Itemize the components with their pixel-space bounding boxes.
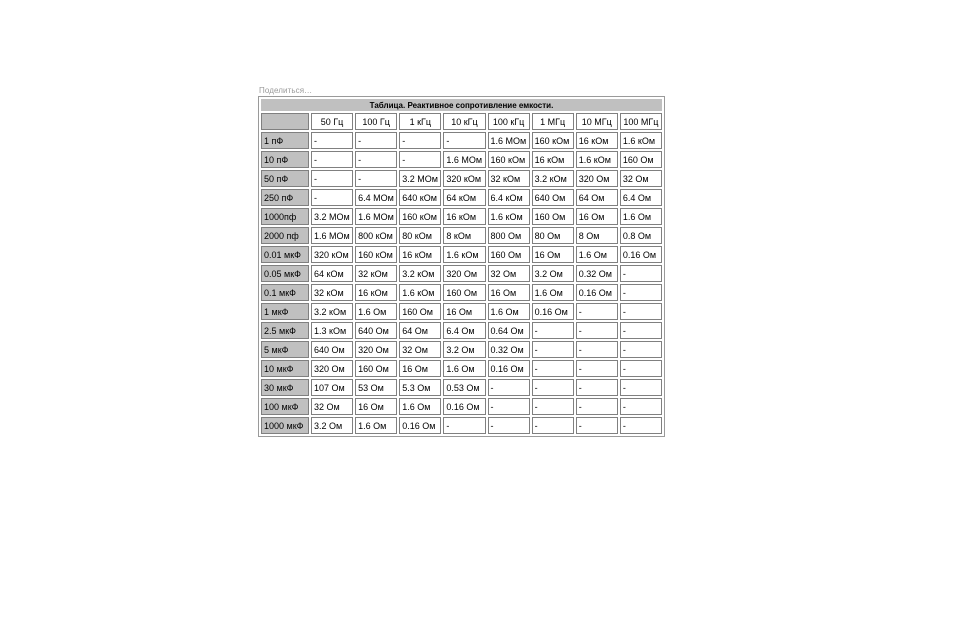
table-row bbox=[261, 265, 662, 282]
row-header: 100 мкФ bbox=[261, 398, 309, 415]
table-cell: 0.64 Ом bbox=[488, 322, 530, 339]
table-cell: 32 Ом bbox=[311, 398, 353, 415]
table-cell: 16 Ом bbox=[443, 303, 485, 320]
table-cell: 1.6 Ом bbox=[443, 360, 485, 377]
table-cell: - bbox=[399, 132, 441, 149]
table-row bbox=[261, 170, 662, 187]
table-body bbox=[261, 132, 662, 434]
table-cell: 160 Ом bbox=[355, 360, 397, 377]
table-cell: 1.6 МОм bbox=[443, 151, 485, 168]
table-cell: - bbox=[355, 151, 397, 168]
table-cell: 0.53 Ом bbox=[443, 379, 485, 396]
table-cell: 32 кОм bbox=[311, 284, 353, 301]
table-cell: 1.6 кОм bbox=[488, 208, 530, 225]
table-row bbox=[261, 132, 662, 149]
table-cell: - bbox=[576, 322, 618, 339]
table-cell: 16 кОм bbox=[576, 132, 618, 149]
table-cell: 160 Ом bbox=[399, 303, 441, 320]
table-cell: 16 Ом bbox=[399, 360, 441, 377]
table-cell: - bbox=[311, 151, 353, 168]
table-cell: - bbox=[532, 417, 574, 434]
row-header: 250 пФ bbox=[261, 189, 309, 206]
table-cell: 6.4 Ом bbox=[620, 189, 662, 206]
table-cell: 160 Ом bbox=[488, 246, 530, 263]
table-cell: 1.6 МОм bbox=[488, 132, 530, 149]
table-cell: 160 кОм bbox=[399, 208, 441, 225]
table-row bbox=[261, 322, 662, 339]
table-cell: 1.6 Ом bbox=[620, 208, 662, 225]
table-cell: 64 Ом bbox=[399, 322, 441, 339]
table-cell: - bbox=[620, 303, 662, 320]
table-cell: 64 Ом bbox=[576, 189, 618, 206]
column-header: 50 Гц bbox=[311, 113, 353, 130]
table-row bbox=[261, 417, 662, 434]
table-cell: 1.6 Ом bbox=[355, 303, 397, 320]
table-row bbox=[261, 379, 662, 396]
table-cell: 3.2 МОм bbox=[399, 170, 441, 187]
table-cell: 16 Ом bbox=[355, 398, 397, 415]
table-cell: 3.2 кОм bbox=[311, 303, 353, 320]
table-cell: - bbox=[576, 417, 618, 434]
column-header: 100 Гц bbox=[355, 113, 397, 130]
table-cell: 3.2 кОм bbox=[399, 265, 441, 282]
table-row bbox=[261, 189, 662, 206]
table-cell: - bbox=[620, 398, 662, 415]
table-row bbox=[261, 284, 662, 301]
table-cell: - bbox=[311, 170, 353, 187]
reactance-table-container bbox=[258, 96, 665, 437]
table-row bbox=[261, 360, 662, 377]
table-cell: 1.6 Ом bbox=[355, 417, 397, 434]
table-cell: 3.2 Ом bbox=[311, 417, 353, 434]
row-header: 1 мкФ bbox=[261, 303, 309, 320]
table-cell: 6.4 кОм bbox=[488, 189, 530, 206]
table-cell: 0.16 Ом bbox=[443, 398, 485, 415]
table-cell: 3.2 МОм bbox=[311, 208, 353, 225]
column-header: 1 МГц bbox=[532, 113, 574, 130]
reactance-table bbox=[259, 97, 664, 436]
table-cell: - bbox=[532, 322, 574, 339]
table-cell: 6.4 МОм bbox=[355, 189, 397, 206]
table-cell: - bbox=[576, 303, 618, 320]
table-cell: 1.6 МОм bbox=[355, 208, 397, 225]
row-header: 10 пФ bbox=[261, 151, 309, 168]
table-cell: 1.6 Ом bbox=[399, 398, 441, 415]
table-cell: 160 кОм bbox=[532, 132, 574, 149]
table-cell: 1.6 кОм bbox=[620, 132, 662, 149]
table-cell: 16 кОм bbox=[443, 208, 485, 225]
table-cell: 320 Ом bbox=[443, 265, 485, 282]
table-cell: 320 Ом bbox=[355, 341, 397, 358]
row-header: 1 пФ bbox=[261, 132, 309, 149]
table-cell: - bbox=[488, 417, 530, 434]
table-cell: 5.3 Ом bbox=[399, 379, 441, 396]
table-cell: 16 кОм bbox=[532, 151, 574, 168]
table-cell: 0.16 Ом bbox=[576, 284, 618, 301]
table-cell: 3.2 кОм bbox=[532, 170, 574, 187]
table-cell: 1.6 Ом bbox=[576, 246, 618, 263]
table-cell: - bbox=[576, 398, 618, 415]
table-cell: - bbox=[311, 132, 353, 149]
table-cell: - bbox=[620, 417, 662, 434]
table-cell: 1.6 Ом bbox=[532, 284, 574, 301]
row-header: 10 мкФ bbox=[261, 360, 309, 377]
table-cell: 160 кОм bbox=[355, 246, 397, 263]
row-header: 50 пФ bbox=[261, 170, 309, 187]
column-header: 100 кГц bbox=[488, 113, 530, 130]
row-header: 0.1 мкФ bbox=[261, 284, 309, 301]
table-cell: - bbox=[532, 379, 574, 396]
table-row bbox=[261, 227, 662, 244]
table-cell: 64 кОм bbox=[311, 265, 353, 282]
table-cell: 1.6 кОм bbox=[576, 151, 618, 168]
table-row bbox=[261, 303, 662, 320]
table-cell: 6.4 Ом bbox=[443, 322, 485, 339]
table-cell: - bbox=[620, 284, 662, 301]
table-cell: 0.16 Ом bbox=[488, 360, 530, 377]
row-header: 1000пф bbox=[261, 208, 309, 225]
table-cell: 16 кОм bbox=[399, 246, 441, 263]
column-header: 10 кГц bbox=[443, 113, 485, 130]
table-cell: 1.6 кОм bbox=[399, 284, 441, 301]
table-cell: 32 кОм bbox=[488, 170, 530, 187]
table-cell: 160 кОм bbox=[488, 151, 530, 168]
table-cell: - bbox=[532, 398, 574, 415]
table-cell: 640 Ом bbox=[311, 341, 353, 358]
row-header: 0.05 мкФ bbox=[261, 265, 309, 282]
row-header: 2000 пф bbox=[261, 227, 309, 244]
table-cell: - bbox=[576, 360, 618, 377]
table-row bbox=[261, 151, 662, 168]
table-cell: 160 Ом bbox=[443, 284, 485, 301]
table-cell: - bbox=[311, 189, 353, 206]
table-cell: 16 Ом bbox=[532, 246, 574, 263]
table-cell: 640 кОм bbox=[399, 189, 441, 206]
table-cell: - bbox=[399, 151, 441, 168]
table-cell: 160 Ом bbox=[532, 208, 574, 225]
table-cell: - bbox=[355, 170, 397, 187]
table-cell: - bbox=[443, 417, 485, 434]
table-cell: - bbox=[355, 132, 397, 149]
table-row bbox=[261, 341, 662, 358]
table-cell: 800 кОм bbox=[355, 227, 397, 244]
row-header: 0.01 мкФ bbox=[261, 246, 309, 263]
table-cell: 8 Ом bbox=[576, 227, 618, 244]
table-cell: 32 Ом bbox=[399, 341, 441, 358]
table-cell: 1.6 МОм bbox=[311, 227, 353, 244]
table-cell: 8 кОм bbox=[443, 227, 485, 244]
table-cell: 160 Ом bbox=[620, 151, 662, 168]
table-cell: 16 Ом bbox=[488, 284, 530, 301]
table-cell: 320 кОм bbox=[443, 170, 485, 187]
table-cell: 3.2 Ом bbox=[532, 265, 574, 282]
table-cell: - bbox=[488, 379, 530, 396]
row-header: 2.5 мкФ bbox=[261, 322, 309, 339]
table-cell: 16 кОм bbox=[355, 284, 397, 301]
table-row bbox=[261, 208, 662, 225]
table-cell: 53 Ом bbox=[355, 379, 397, 396]
table-cell: - bbox=[532, 360, 574, 377]
table-cell: - bbox=[443, 132, 485, 149]
table-cell: 32 кОм bbox=[355, 265, 397, 282]
table-cell: 32 Ом bbox=[620, 170, 662, 187]
share-link[interactable]: Поделиться… bbox=[259, 86, 313, 95]
table-cell: 640 Ом bbox=[355, 322, 397, 339]
table-cell: 0.16 Ом bbox=[620, 246, 662, 263]
table-caption: Таблица. Реактивное сопротивление емкости. bbox=[261, 99, 662, 111]
table-cell: 800 Ом bbox=[488, 227, 530, 244]
column-header: 100 МГц bbox=[620, 113, 662, 130]
table-cell: 0.32 Ом bbox=[576, 265, 618, 282]
table-cell: 320 Ом bbox=[311, 360, 353, 377]
table-cell: - bbox=[620, 341, 662, 358]
table-cell: 16 Ом bbox=[576, 208, 618, 225]
table-cell: - bbox=[576, 379, 618, 396]
table-cell: 0.8 Ом bbox=[620, 227, 662, 244]
table-cell: 80 Ом bbox=[532, 227, 574, 244]
table-cell: 320 кОм bbox=[311, 246, 353, 263]
table-cell: 3.2 Ом bbox=[443, 341, 485, 358]
table-cell: - bbox=[620, 265, 662, 282]
table-cell: 640 Ом bbox=[532, 189, 574, 206]
table-cell: 320 Ом bbox=[576, 170, 618, 187]
table-cell: 80 кОм bbox=[399, 227, 441, 244]
table-cell: 1.3 кОм bbox=[311, 322, 353, 339]
table-cell: 1.6 Ом bbox=[488, 303, 530, 320]
table-cell: 0.16 Ом bbox=[532, 303, 574, 320]
column-header: 1 кГц bbox=[399, 113, 441, 130]
table-cell: 0.32 Ом bbox=[488, 341, 530, 358]
table-cell: 107 Ом bbox=[311, 379, 353, 396]
table-cell: - bbox=[620, 360, 662, 377]
table-cell: - bbox=[576, 341, 618, 358]
table-row bbox=[261, 246, 662, 263]
table-cell: - bbox=[488, 398, 530, 415]
table-cell: - bbox=[620, 379, 662, 396]
table-cell: - bbox=[532, 341, 574, 358]
row-header: 1000 мкФ bbox=[261, 417, 309, 434]
row-header: 30 мкФ bbox=[261, 379, 309, 396]
table-cell: 64 кОм bbox=[443, 189, 485, 206]
table-cell: 32 Ом bbox=[488, 265, 530, 282]
table-cell: 0.16 Ом bbox=[399, 417, 441, 434]
column-header: 10 МГц bbox=[576, 113, 618, 130]
table-cell: 1.6 кОм bbox=[443, 246, 485, 263]
header-row bbox=[261, 113, 662, 130]
table-cell: - bbox=[620, 322, 662, 339]
table-row bbox=[261, 398, 662, 415]
row-header: 5 мкФ bbox=[261, 341, 309, 358]
corner-cell bbox=[261, 113, 309, 130]
